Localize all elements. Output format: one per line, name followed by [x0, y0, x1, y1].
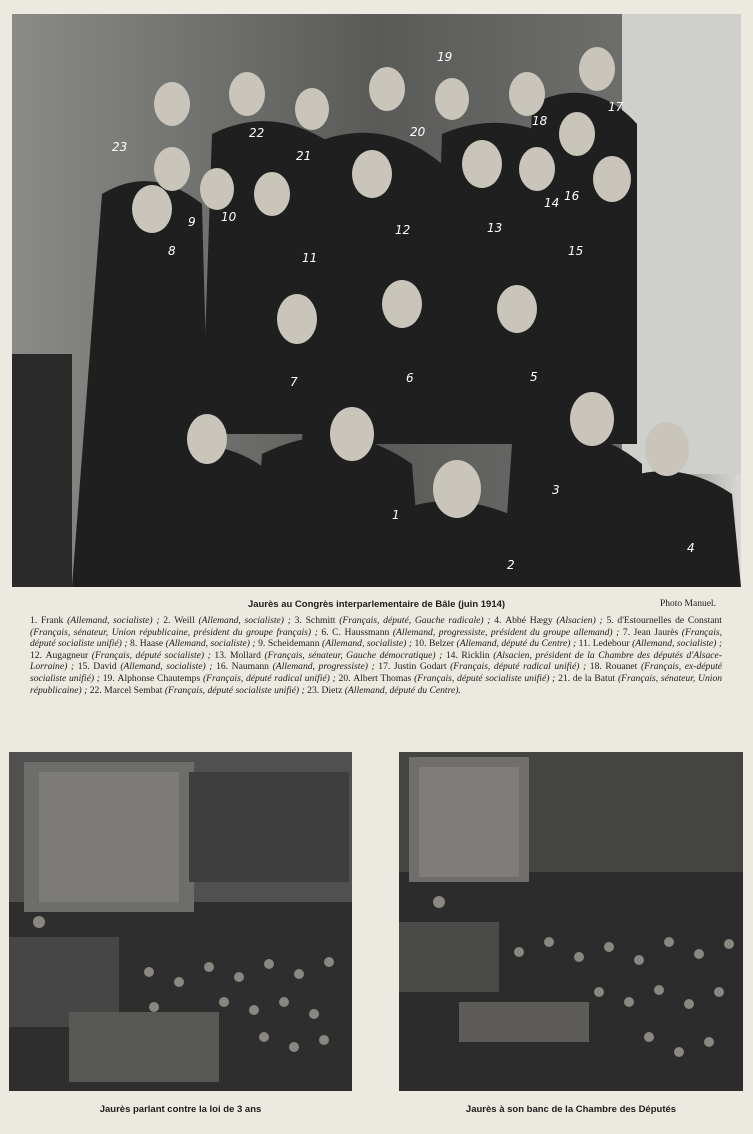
- legend-entry-number: 17.: [378, 661, 391, 673]
- chamber-bench-photograph: [399, 752, 743, 1091]
- legend-entry-description: (Français, député radical unifié) ;: [202, 672, 336, 684]
- photo-number-3: 3: [552, 483, 560, 497]
- legend-entry-number: 13.: [214, 649, 227, 661]
- legend-entry-description: (Allemand, socialiste) ;: [165, 638, 256, 650]
- photo-number-7: 7: [290, 375, 298, 389]
- legend-entry: [90, 685, 307, 696]
- legend-entry-description: (Allemand, socialiste) ;: [67, 615, 160, 626]
- legend-entry: [30, 650, 214, 661]
- photo-number-8: 8: [168, 244, 176, 258]
- legend-entry-name: Belzer: [428, 638, 455, 650]
- legend-entry-name: d'Estournelles de Constant: [617, 615, 722, 626]
- photo-number-11: 11: [302, 251, 318, 265]
- legend-entry-description: (Allemand, socialiste) ;: [322, 638, 412, 650]
- legend-entry-number: 20.: [338, 672, 351, 684]
- legend-entry-number: 22.: [89, 684, 102, 696]
- legend-entry-description: (Alsacien) ;: [556, 615, 603, 626]
- legend-entry-description: (Français, député, Gauche radicale) ;: [339, 615, 491, 626]
- legend-entry-description: (Allemand, progressiste, président du groupe allemand) ;: [392, 626, 620, 638]
- legend-entry-description: (Français, député socialiste unifié) ;: [30, 626, 723, 650]
- photo-number-5: 5: [530, 370, 538, 384]
- group-photograph: [12, 14, 741, 587]
- legend-entry-description: (Français, député socialiste unifié) ;: [164, 684, 305, 696]
- legend-entry-name: Ledebour: [592, 638, 630, 650]
- legend-entry: [103, 673, 339, 684]
- legend-entry-name: Dietz: [321, 684, 343, 696]
- photo-number-23: 23: [112, 140, 128, 154]
- legend-entry-description: (Allemand, député du Centre) ;: [456, 638, 577, 650]
- photo-number-21: 21: [296, 149, 312, 163]
- legend-entry-number: 12.: [30, 649, 42, 661]
- legend-entry: [258, 638, 414, 649]
- photo-number-17: 17: [608, 100, 624, 114]
- legend-entry-name: Weill: [174, 615, 195, 626]
- legend-entry: [78, 661, 216, 672]
- legend-entry-name: Haase: [139, 638, 164, 650]
- legend-entry-name: Alphonse Chautemps: [117, 672, 201, 684]
- legend-entry: [307, 685, 461, 696]
- chamber-speech-photograph-art: [9, 752, 352, 1091]
- photo-number-1: 1: [392, 508, 400, 522]
- photo-number-15: 15: [568, 244, 584, 258]
- legend-entry-description: (Français, député radical unifié) ;: [450, 661, 587, 673]
- photo-number-10: 10: [221, 210, 237, 224]
- photo-number-6: 6: [406, 371, 414, 385]
- legend-entry-description: (Allemand, député du Centre).: [344, 684, 461, 696]
- legend-entry-name: Schmitt: [305, 615, 336, 626]
- legend-entry-number: 2.: [163, 615, 171, 626]
- legend-entry-name: Frank: [40, 615, 64, 626]
- legend-entry: [163, 615, 294, 626]
- legend-entry-number: 23.: [307, 684, 320, 696]
- photo-number-16: 16: [564, 189, 580, 203]
- legend-entry-description: (Français, sénateur, Gauche démocratique) ;: [264, 649, 443, 661]
- legend-entry-name: Rouanet: [605, 661, 638, 673]
- legend-entry-description: (Français, sénateur, Union républicaine, président du groupe français) ;: [30, 626, 318, 638]
- legend-entry-number: 14.: [445, 649, 458, 661]
- legend-entry-name: David: [93, 661, 117, 673]
- legend-entry-description: (Allemand, socialiste) ;: [120, 661, 213, 673]
- legend-entry: [339, 673, 559, 684]
- legend-entry-description: (Français, député socialiste unifié) ;: [414, 672, 556, 684]
- legend-entry-number: 9.: [258, 638, 266, 650]
- photo-number-14: 14: [544, 196, 560, 210]
- photo-number-18: 18: [532, 114, 548, 128]
- photo-number-13: 13: [487, 221, 503, 235]
- legend-entry: [216, 661, 378, 672]
- caption-left: Jaurès parlant contre la loi de 3 ans: [99, 1104, 262, 1115]
- legend: [30, 615, 722, 696]
- legend-entry-number: 5.: [606, 615, 614, 626]
- legend-entry-number: 8.: [130, 638, 138, 650]
- legend-entry-number: 1.: [30, 615, 38, 626]
- legend-entry-name: Mollard: [229, 649, 261, 661]
- legend-entry-number: 11.: [578, 638, 591, 650]
- legend-entry-description: (Français, ex-député socialiste unifié) ;: [30, 661, 723, 684]
- legend-entry-name: Justin Godart: [393, 661, 447, 673]
- photo-number-2: 2: [507, 558, 515, 572]
- legend-entry: [295, 615, 495, 626]
- chamber-speech-photograph: [9, 752, 352, 1091]
- legend-entry-description: (Allemand, socialiste) ;: [198, 615, 291, 626]
- legend-entry-name: Marcel Sembat: [104, 684, 163, 696]
- photo-credit: Photo Manuel.: [660, 599, 716, 609]
- legend-entry-name: Jean Jaurès: [633, 626, 679, 638]
- legend-entry: [30, 615, 163, 626]
- legend-entry-description: (Allemand, socialiste) ;: [632, 638, 723, 650]
- legend-entry-name: Albert Thomas: [353, 672, 412, 684]
- legend-entry: [414, 638, 578, 649]
- legend-entry-number: 21.: [558, 672, 571, 684]
- legend-entry: [321, 627, 622, 638]
- legend-entry-number: 16.: [216, 661, 229, 673]
- legend-entry-number: 7.: [622, 626, 631, 638]
- photo-number-22: 22: [249, 126, 265, 140]
- group-photograph-art: [12, 14, 741, 587]
- legend-entry-name: Scheidemann: [267, 638, 320, 650]
- legend-entry-number: 15.: [77, 661, 90, 673]
- legend-entry: [378, 661, 590, 672]
- legend-entry-description: (Allemand, progressiste) ;: [272, 661, 375, 673]
- legend-entry-name: de la Batut: [572, 672, 616, 684]
- legend-entry-name: Augagneur: [45, 649, 89, 661]
- legend-entry-number: 19.: [102, 672, 115, 684]
- legend-entry: [214, 650, 445, 661]
- legend-entry-name: Ricklin: [461, 649, 490, 661]
- legend-entry-description: (Alsacien, président de la Chambre des députés d'Alsace-Lorraine) ;: [30, 649, 723, 673]
- legend-entry-number: 18.: [589, 661, 602, 673]
- main-caption: Jaurès au Congrès interparlementaire de Bâle (juin 1914): [247, 599, 506, 610]
- legend-entry-description: (Français, député socialiste) ;: [91, 649, 211, 661]
- chamber-bench-photograph-art: [399, 752, 743, 1091]
- legend-entry-name: Abbé Hægy: [505, 615, 553, 626]
- photo-number-4: 4: [687, 541, 695, 555]
- legend-entry-description: (Français, sénateur, Union républicaine) ;: [30, 672, 723, 696]
- photo-number-19: 19: [437, 50, 453, 64]
- legend-entry: [494, 615, 606, 626]
- legend-entry-name: Naumann: [231, 661, 269, 673]
- photo-number-20: 20: [410, 125, 426, 139]
- photo-number-12: 12: [395, 223, 411, 237]
- legend-entry: [130, 638, 258, 649]
- legend-entry-number: 3.: [294, 615, 302, 626]
- legend-entry-number: 10.: [414, 638, 427, 650]
- photo-number-9: 9: [188, 215, 196, 229]
- legend-entry: [579, 638, 722, 649]
- legend-entry-name: C. Haussmann: [332, 626, 390, 638]
- caption-right: Jaurès à son banc de la Chambre des Députés: [465, 1104, 677, 1115]
- legend-entry-number: 4.: [494, 615, 502, 626]
- legend-entry-number: 6.: [321, 626, 329, 638]
